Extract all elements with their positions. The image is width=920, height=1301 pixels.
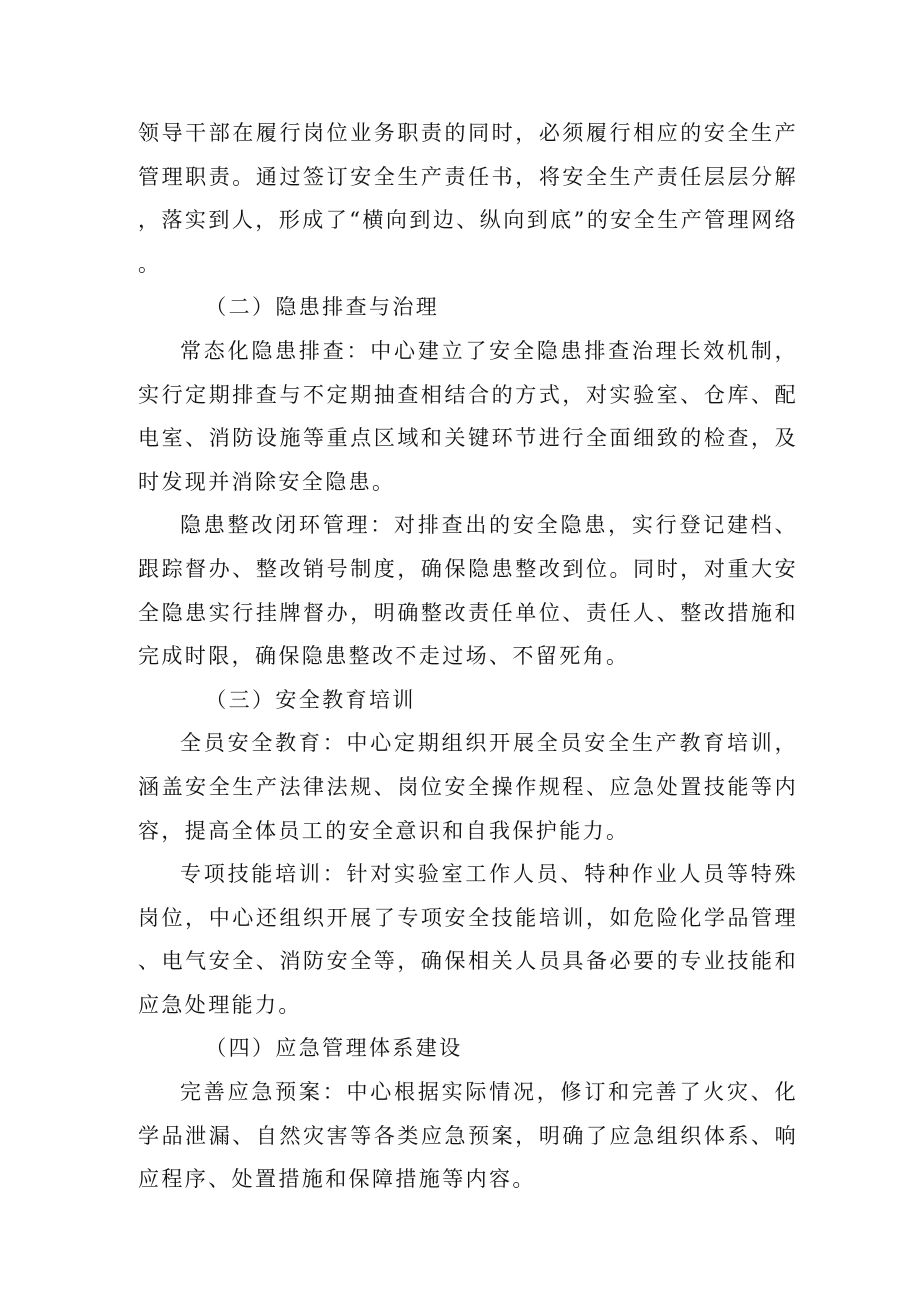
section-heading-emergency-management: （四）应急管理体系建设 bbox=[205, 1036, 463, 1061]
paragraph-all-staff-education: 全员安全教育：中心定期组织开展全员安全生产教育培训，涵盖安全生产法律法规、岗位安全操作规程、应急处置技能等内容，提高全体员工的安全意识和自我保护能力。 bbox=[138, 731, 798, 843]
paragraph-closed-loop-rectification: 隐患整改闭环管理：对排查出的安全隐患，实行登记建档、跟踪督办、整改销号制度，确保隐患整改到位。同时，对重大安全隐患实行挂牌督办，明确整改责任单位、责任人、整改措施和完成时限，确保隐患整改不走过场、不留死角。 bbox=[138, 513, 798, 669]
section-heading-hazard-inspection: （二）隐患排查与治理 bbox=[205, 295, 440, 320]
paragraph-continuation: 领导干部在履行岗位业务职责的同时，必须履行相应的安全生产管理职责。通过签订安全生产责任书，将安全生产责任层层分解，落实到人，形成了“横向到边、纵向到底”的安全生产管理网络。 bbox=[138, 121, 798, 276]
paragraph-emergency-plans: 完善应急预案：中心根据实际情况，修订和完善了火灾、化学品泄漏、自然灾害等各类应急预案，明确了应急组织体系、响应程序、处置措施和保障措施等内容。 bbox=[138, 1080, 798, 1192]
document-body bbox=[138, 112, 798, 1202]
paragraph-special-skills-training: 专项技能培训：针对实验室工作人员、特种作业人员等特殊岗位，中心还组织开展了专项安全技能培训，如危险化学品管理、电气安全、消防安全等，确保相关人员具备必要的专业技能和应急处理能力。 bbox=[138, 862, 798, 1017]
paragraph-routine-inspection: 常态化隐患排查：中心建立了安全隐患排查治理长效机制，实行定期排查与不定期抽查相结合的方式，对实验室、仓库、配电室、消防设施等重点区域和关键环节进行全面细致的检查，及时发现并消除安全隐患。 bbox=[138, 338, 798, 494]
section-heading-safety-training: （三）安全教育培训 bbox=[205, 687, 416, 712]
